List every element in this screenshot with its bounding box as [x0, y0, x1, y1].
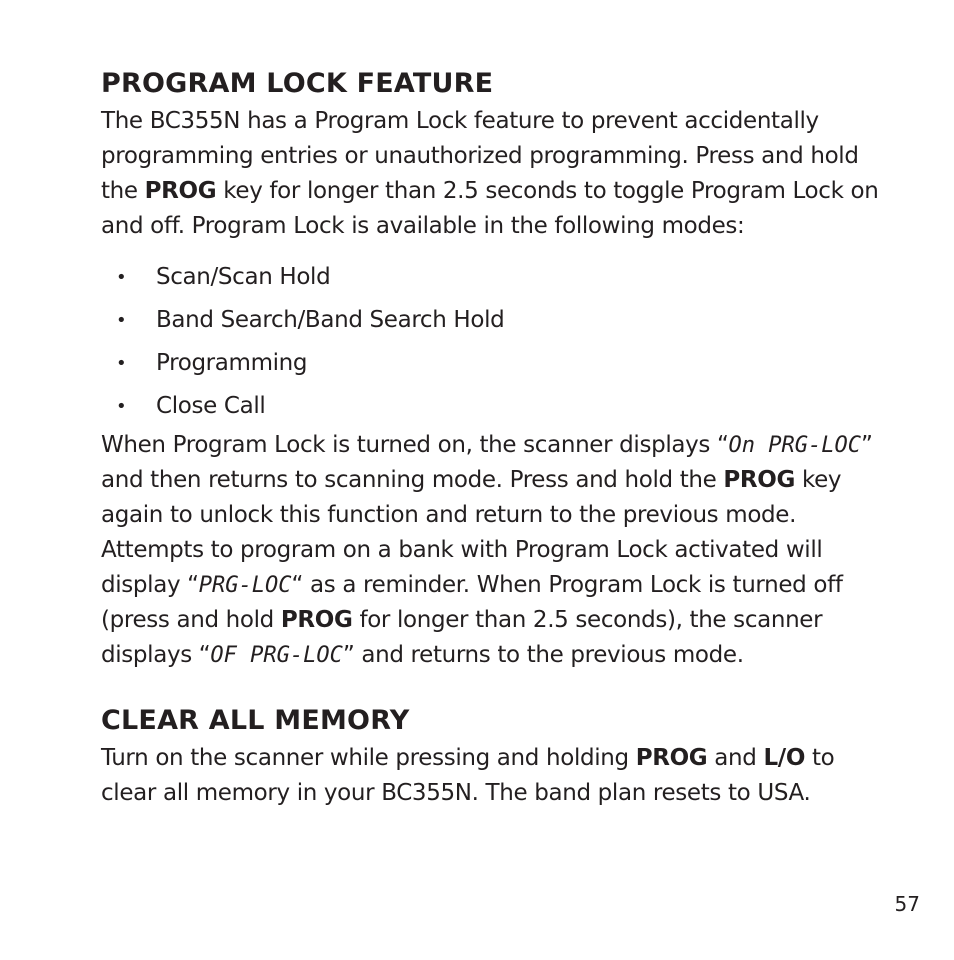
detail-text-3: key again to unlock this function and return to the previous mode. Attempts to program on a bank with Program Lock activated will display “ — [101, 467, 842, 598]
prog-key-label: PROG — [280, 607, 353, 633]
clear-text-2: and — [707, 745, 764, 771]
list-item — [101, 299, 891, 342]
intro-text-2: key for longer than 2.5 seconds to toggle Program Lock on and off. Program Lock is available in the following modes: — [101, 178, 879, 239]
lcd-display-off: OF PRG-LOC — [210, 643, 343, 668]
mode-label: Programming — [156, 350, 308, 376]
clear-memory-heading: CLEAR ALL MEMORY — [101, 705, 410, 736]
detail-text-2: ” and then returns to scanning mode. Press and hold the — [101, 432, 873, 493]
mode-label: Band Search/Band Search Hold — [156, 307, 505, 333]
lcd-display-locked: PRG-LOC — [198, 573, 292, 598]
clear-memory-body — [101, 741, 891, 811]
intro-text-1: The BC355N has a Program Lock feature to prevent accidentally programming entries or unauthorized programming. Press and hold the — [101, 108, 859, 204]
detail-text-4: “ as a reminder. When Program Lock is turned off (press and hold — [101, 572, 843, 633]
list-item — [101, 256, 891, 299]
lo-key-label: L/O — [763, 745, 806, 771]
manual-page — [101, 64, 891, 811]
lcd-display-on: On PRG-LOC — [728, 433, 861, 458]
bullet-icon: • — [116, 310, 127, 331]
program-lock-detail — [101, 428, 891, 673]
bullet-icon: • — [116, 396, 127, 417]
clear-text-1: Turn on the scanner while pressing and holding — [101, 745, 636, 771]
program-lock-heading: PROGRAM LOCK FEATURE — [101, 68, 494, 99]
mode-label: Scan/Scan Hold — [156, 264, 331, 290]
list-item — [101, 385, 891, 428]
mode-label: Close Call — [156, 393, 266, 419]
prog-key-label: PROG — [635, 745, 708, 771]
detail-text-6: ” and returns to the previous mode. — [342, 642, 744, 668]
list-item — [101, 342, 891, 385]
prog-key-label: PROG — [144, 178, 217, 204]
detail-text-5: for longer than 2.5 seconds), the scanner displays “ — [101, 607, 823, 668]
bullet-icon: • — [116, 353, 127, 374]
clear-text-3: to clear all memory in your BC355N. The band plan resets to USA. — [101, 745, 835, 806]
modes-list — [101, 256, 891, 428]
program-lock-intro — [101, 104, 891, 244]
prog-key-label: PROG — [723, 467, 795, 493]
bullet-icon: • — [116, 267, 127, 288]
page-number: 57 — [894, 892, 920, 916]
detail-text-1: When Program Lock is turned on, the scanner displays “ — [101, 432, 729, 458]
